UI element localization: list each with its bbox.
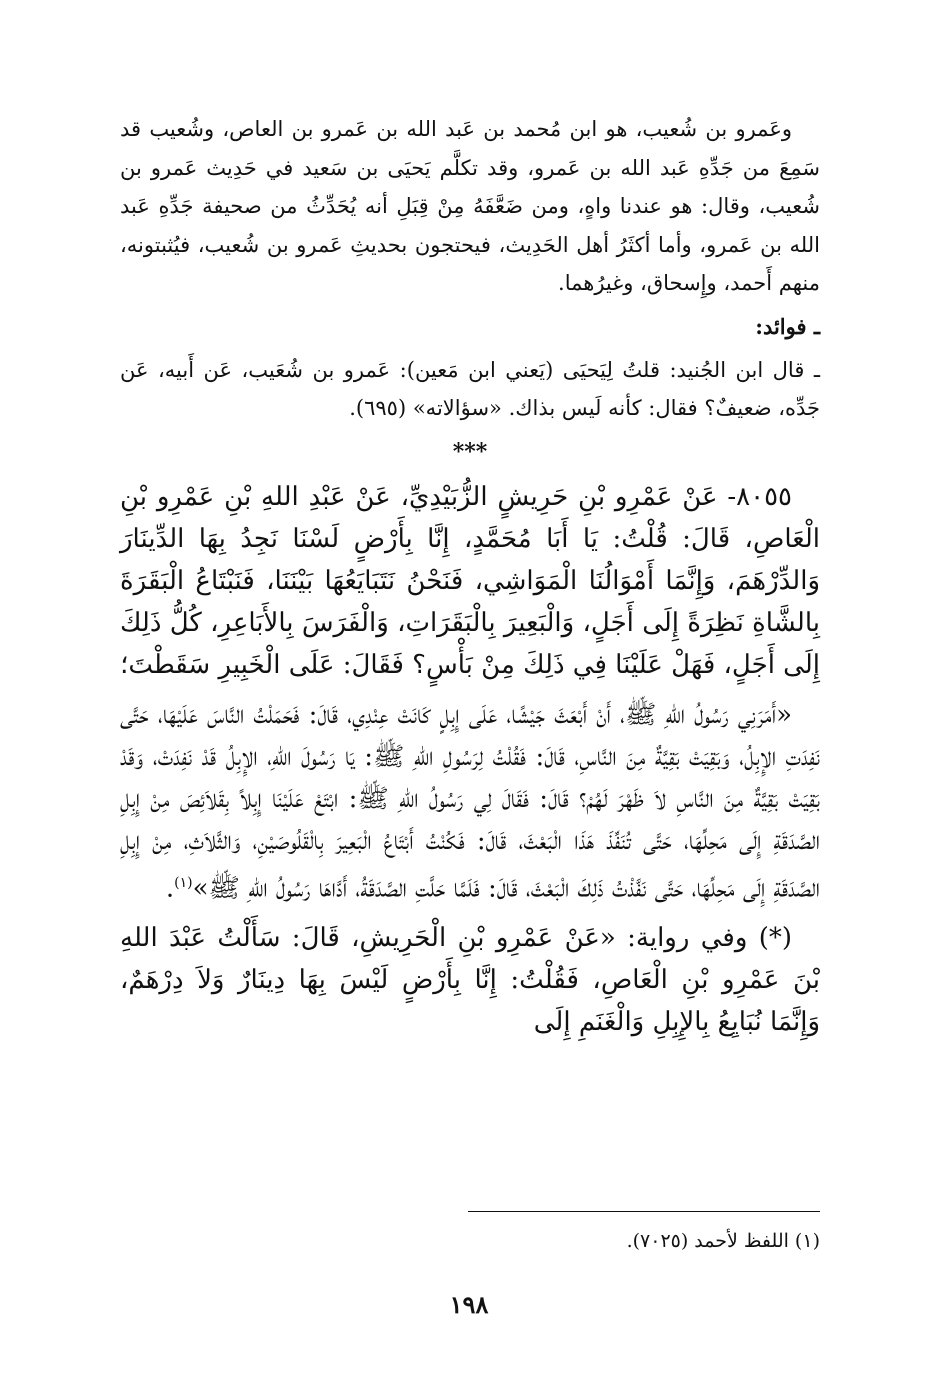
benefit-text: ـ قال ابن الجُنيد: قلتُ لِيَحيَى (يَعني ابن مَعين): عَمرو بن شُعَيب، عَن أَبيه، عَن جَدِّه، ضعيفٌ؟ فقال: كأنه لَيس بذاك. «سؤالاته» (٦٩٥). bbox=[120, 357, 820, 420]
hadith-main: ٨٠٥٥- عَنْ عَمْرِو بْنِ حَرِيشٍ الزُّبَيْدِيِّ، عَنْ عَبْدِ اللهِ بْنِ عَمْرِو بْنِ الْعَاصِ، قَالَ: قُلْتُ: يَا أَبَا مُحَمَّدٍ، إِنَّا بِأَرْضٍ لَسْنَا نَجِدُ بِهَا الدِّينَارَ وَالدِّرْهَمَ، وَإِنَّمَا أَمْوَالُنَا الْمَوَاشِي، فَنَحْنُ نَتَبَايَعُهَا بَيْنَنَا، فَنَبْتَاعُ الْبَقَرَةَ بِالشَّاةِ نَظِرَةً إِلَى أَجَلٍ، وَالْبَعِيرَ بِالْبَقَرَاتِ، وَالْفَرَسَ بِالأَبَاعِرِ، كُلُّ ذَلِكَ إِلَى أَجَلٍ، فَهَلْ عَلَيْنَا فِي ذَلِكَ مِنْ بَأْسٍ؟ فَقَالَ: عَلَى الْخَبِيرِ سَقَطْتَ؛ bbox=[120, 481, 820, 680]
commentary-paragraph: وعَمرو بن شُعيب، هو ابن مُحمد بن عَبد الله بن عَمرو بن العاص، وشُعيب قد سَمِعَ من جَدِّهِ عَبد الله بن عَمرو، وقد تكلَّم يَحيَى بن سَعيد في حَدِيث عَمرو بن شُعيب، وقال: هو عندنا واهٍ، ومن ضَعَّفَهُ مِنْ قِبَلِ أنه يُحَدِّثُ من صحيفة جَدِّهِ عَبد الله بن عَمرو، وأما أكثَرُ أهل الحَدِيث، فيحتجون بحديثِ عَمرو بن شُعيب، فيُثبتونه، منهم أَحمد، وإِسحاق، وغيرُهما. bbox=[120, 117, 820, 295]
page-body bbox=[120, 110, 820, 1043]
section-separator: *** bbox=[452, 438, 488, 465]
benefits-heading: ـ فوائد: bbox=[755, 313, 820, 339]
footnote-divider bbox=[468, 1211, 820, 1212]
hadith-quote: «أَمَرَنِي رَسُولُ اللهِ ﷺ، أَنْ أَبْعَثَ جَيْشًا، عَلَى إِبِلٍ كَانَتْ عِنْدِي، قَالَ: فَحَمَلْتُ النَّاسَ عَلَيْهَا، حَتَّى نَفِدَتِ الإِبِلُ، وَبَقِيَتْ بَقِيَّةٌ مِنَ النَّاسِ، قَالَ: فَقُلْتُ لِرَسُولِ اللهِ ﷺ: يَا رَسُولَ اللهِ، الإِبِلُ قَدْ نَفِدَتْ، وَقَدْ بَقِيَتْ بَقِيَّةٌ مِنَ النَّاسِ لاَ ظَهْرَ لَهُمْ؟ قَالَ: فَقَالَ لِي رَسُولُ اللهِ ﷺ: ابْتَعْ عَلَيْنَا إِبِلاً بِقَلاَئِصَ مِنْ إِبِلِ الصَّدَقَةِ إِلَى مَحِلِّهَا، حَتَّى تُنَفِّذَ هَذَا الْبَعْثَ، قَالَ: فَكُنْتُ أَبْتَاعُ الْبَعِيرَ بِالْقَلُوصَيْنِ، وَالثَّلاَثِ، مِنْ إِبِلِ الصَّدَقَةِ إِلَى مَحِلِّهَا، حَتَّى نَفَّذْتُ ذَلِكَ الْبَعْثَ، قَالَ: فَلَمَّا حَلَّتِ الصَّدَقَةُ، أَدَّاهَا رَسُولُ اللهِ ﷺ» bbox=[120, 699, 820, 904]
hadith-quote-end: . bbox=[165, 873, 175, 904]
hadith-quote-paragraph bbox=[120, 694, 820, 910]
footnote: (١) اللفظ لأحمد (٧٠٢٥). bbox=[626, 1230, 820, 1252]
hadith-variant: (*) وفي رواية: «عَنْ عَمْرِو بْنِ الْحَرِيشِ، قَالَ: سَأَلْتُ عَبْدَ اللهِ بْنَ عَمْرِو بْنِ الْعَاصِ، فَقُلْتُ: إِنَّا بِأَرْضٍ لَيْسَ بِهَا دِينَارٌ وَلاَ دِرْهَمٌ، وَإِنَّمَا نُبَايِعُ بِالإِبِلِ وَالْغَنَمِ إِلَى bbox=[120, 923, 820, 1038]
footnote-ref[interactable]: (١) bbox=[174, 874, 193, 891]
page-number: ١٩٨ bbox=[449, 1290, 489, 1319]
